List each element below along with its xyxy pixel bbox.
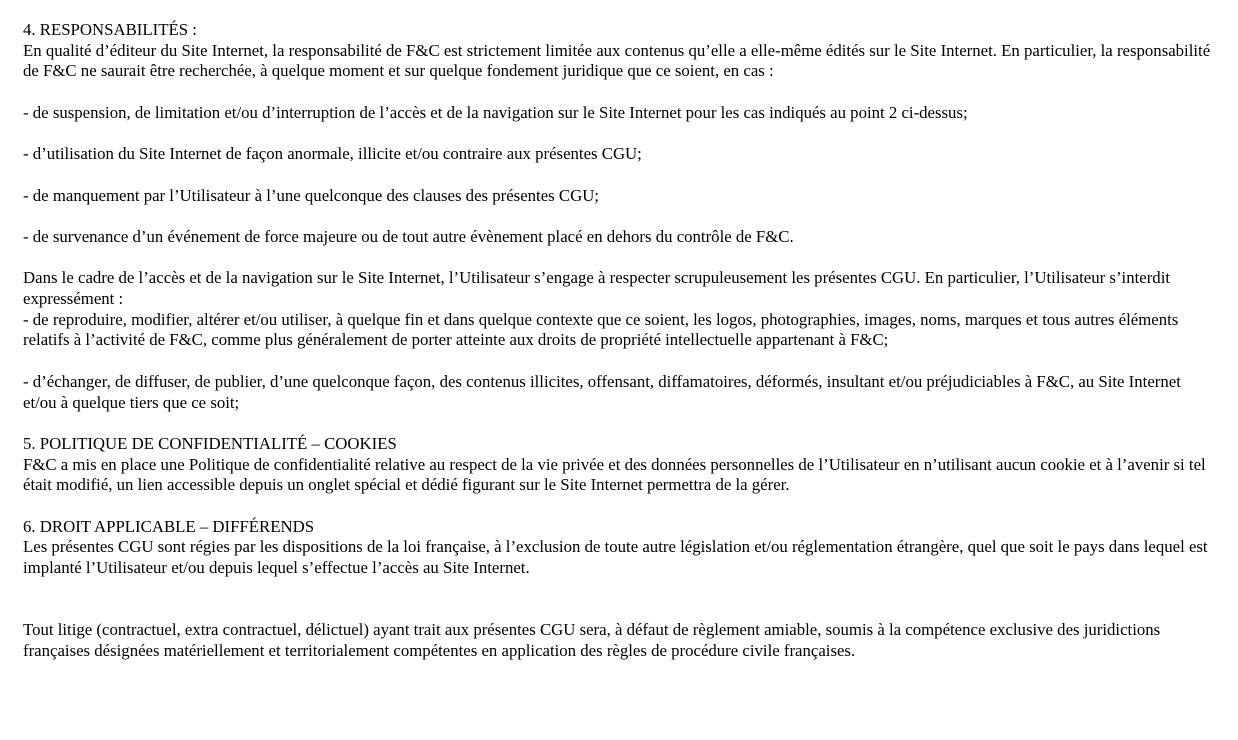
case-item: - de survenance d’un événement de force majeure ou de tout autre évènement placé en dehors du contrôle de F&C.: [23, 226, 794, 246]
case-item: - d’utilisation du Site Internet de façon anormale, illicite et/ou contraire aux présentes CGU;: [23, 144, 642, 164]
litigation-paragraph: Tout litige (contractuel, extra contractuel, délictuel) ayant trait aux présentes CGU sera, à défaut de règlement amiable, soumis à la compétence exclusive des juridictions françaises désignées matériellement et territorialement compétentes en application des règles de procédure civile françaises.: [23, 620, 1161, 660]
case-item: - de suspension, de limitation et/ou d’interruption de l’accès et de la navigation sur le Site Internet pour les cas indiqués au point 2 ci-dessus;: [23, 102, 968, 122]
section-4-heading: 4. RESPONSABILITÉS :: [23, 20, 197, 39]
section-5-body: F&C a mis en place une Politique de confidentialité relative au respect de la vie privée et des données personnelles de l’Utilisateur en n’utilisant aucun cookie et à l’avenir si tel était modifié, un lien accessible depuis un onglet spécial et dédié figurant sur le Site Internet permettra de la gérer.: [23, 454, 1206, 495]
document-body: [23, 20, 1215, 662]
section-6-heading: 6. DROIT APPLICABLE – DIFFÉRENDS: [23, 516, 315, 536]
section-4-intro: En qualité d’éditeur du Site Internet, la responsabilité de F&C est strictement limitée aux contenus qu’elle a elle-même édités sur le Site Internet. En particulier, la responsabilité de F&C ne saurait être recherchée, à quelque moment et sur quelque fondement juridique que ce soient, en cas :: [23, 40, 1211, 81]
section-6-body: Les présentes CGU sont régies par les dispositions de la loi française, à l’exclusion de toute autre législation et/ou réglementation étrangère, quel que soit le pays dans lequel est implanté l’Utilisateur et/ou depuis lequel s’effectue l’accès au Site Internet.: [23, 537, 1208, 578]
case-item: - de manquement par l’Utilisateur à l’une quelconque des clauses des présentes CGU;: [23, 185, 599, 205]
section-5-heading: 5. POLITIQUE DE CONFIDENTIALITÉ – COOKIES: [23, 433, 397, 453]
prohibition-item: - de reproduire, modifier, altérer et/ou utiliser, à quelque fin et dans quelque contexte que ce soient, les logos, photographies, images, noms, marques et tous autres éléments relatifs à l’activité de F&C, comme plus généralement de porter atteinte aux droits de propriété intellectuelle appartenant à F&C;: [23, 309, 1179, 350]
user-obligations-intro: Dans le cadre de l’accès et de la navigation sur le Site Internet, l’Utilisateur s’engage à respecter scrupuleusement les présentes CGU. En particulier, l’Utilisateur s’interdit expressément :: [23, 268, 1171, 309]
prohibition-item: - d’échanger, de diffuser, de publier, d’une quelconque façon, des contenus illicites, offensant, diffamatoires, déformés, insultant et/ou préjudiciables à F&C, au Site Internet et/ou à quelque tiers que ce soit;: [23, 371, 1181, 412]
